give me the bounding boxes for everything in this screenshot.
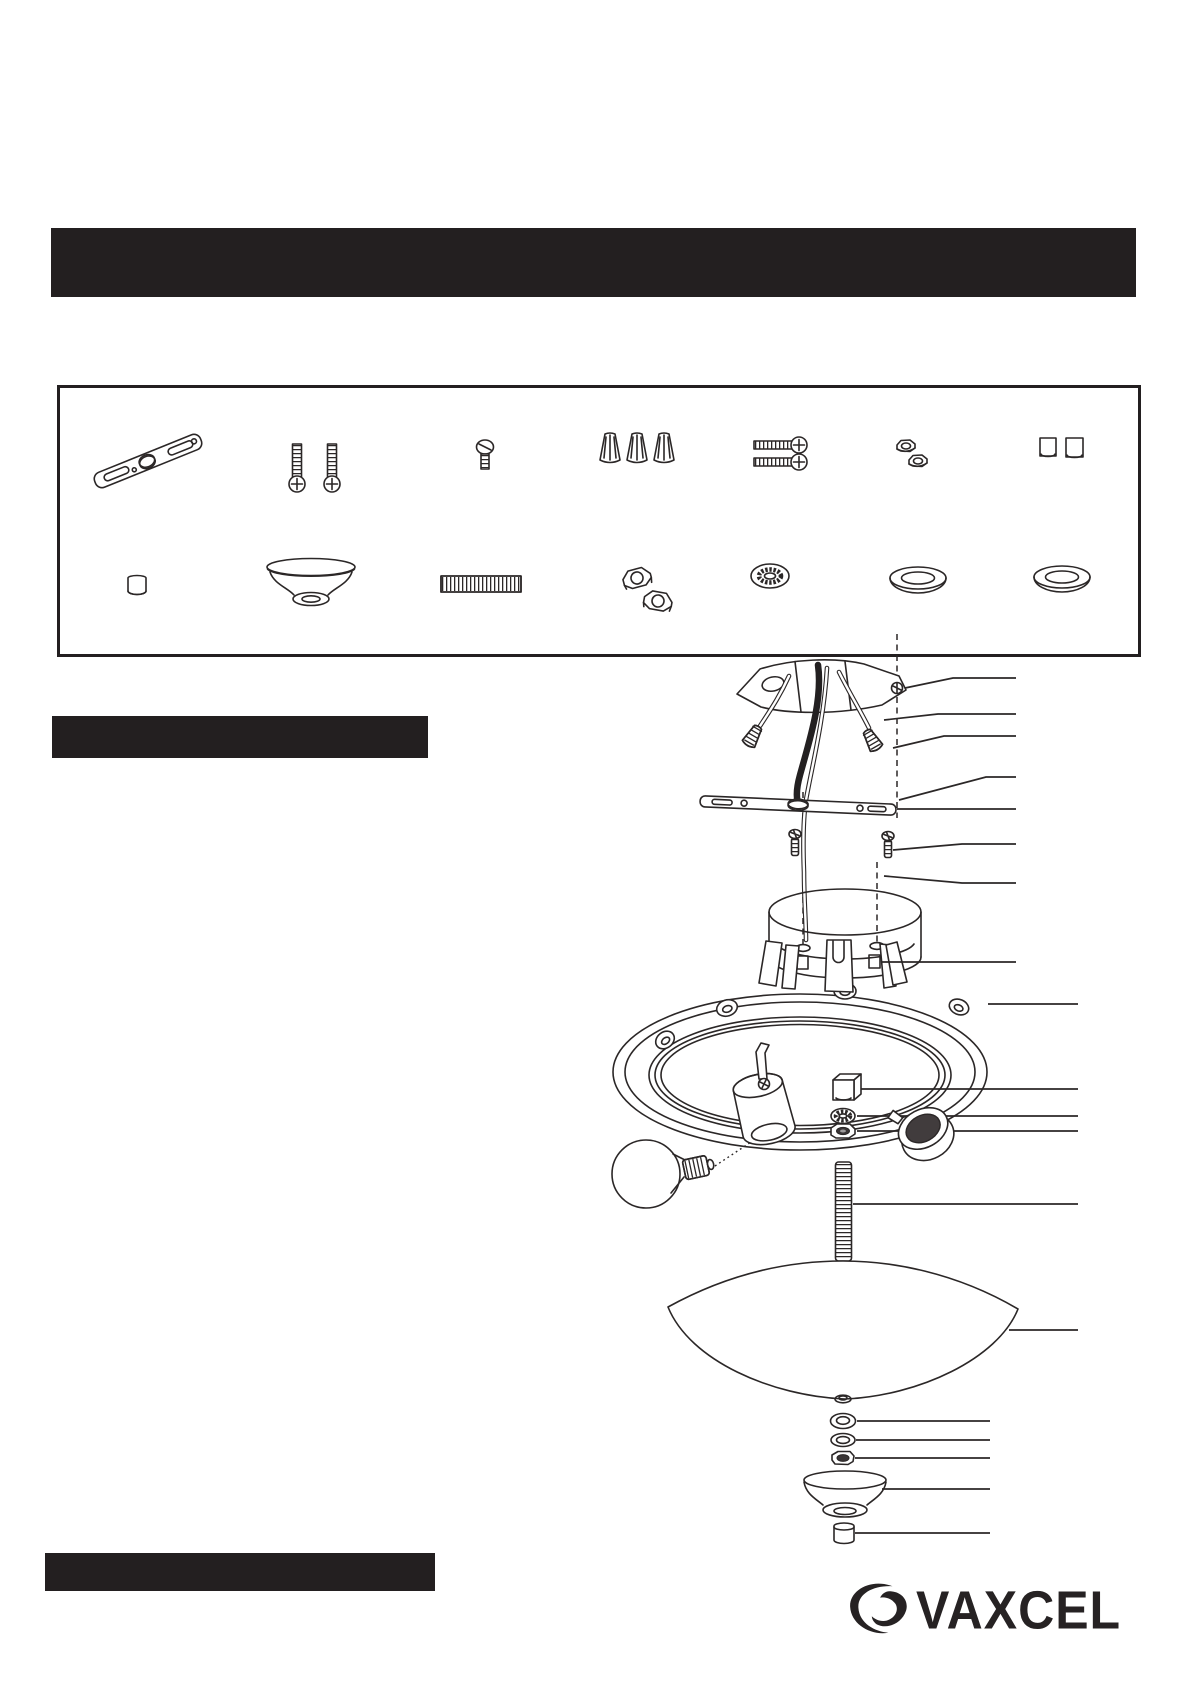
hex-nuts-icon — [621, 566, 673, 613]
wire-nuts-icon — [600, 433, 674, 463]
wire-end-right-icon — [860, 727, 883, 753]
machine-screws-icon — [754, 437, 807, 470]
bobeche-icon — [804, 1471, 886, 1517]
canopy-tabs — [759, 940, 907, 992]
hex-nut-middle-icon — [831, 1124, 855, 1138]
flat-washer-2-icon — [1034, 566, 1090, 592]
brand-logo — [846, 1574, 1146, 1646]
strap-screw-left-icon — [789, 830, 801, 856]
ring-grommet-icon — [715, 997, 740, 1019]
spacer-cylinder-icon — [128, 576, 146, 595]
ground-screw-icon — [892, 683, 903, 694]
kep-nuts-icon — [897, 440, 927, 467]
washer-small-2-icon — [831, 1434, 855, 1447]
star-lock-washer-icon — [831, 1109, 855, 1124]
title-banner — [51, 228, 1136, 297]
vaxcel-swirl-icon — [846, 1581, 908, 1639]
finial-icon — [834, 1523, 854, 1544]
square-sleeve-icon — [833, 1074, 861, 1100]
socket-clip-icon — [756, 1043, 770, 1090]
section-bar-1 — [52, 716, 428, 758]
square-sleeves-icon — [1040, 438, 1083, 458]
hex-nut-bottom-icon — [832, 1452, 854, 1465]
strap-screw-right-icon — [882, 832, 894, 858]
brand-name: VAXCEL — [916, 1579, 1122, 1641]
small-screw-icon — [477, 440, 494, 469]
long-mounting-screws-icon — [289, 444, 340, 492]
canopy-bell-icon — [267, 559, 355, 606]
ring-grommet-icon — [947, 996, 971, 1017]
threaded-pipe-icon — [441, 576, 521, 592]
washer-small-1-icon — [831, 1414, 856, 1429]
light-bulb-icon — [612, 1140, 751, 1208]
section-bar-2 — [45, 1553, 435, 1591]
threaded-rod-icon — [836, 1162, 852, 1261]
flat-washer-icon — [890, 567, 946, 593]
mounting-strap-icon — [92, 432, 204, 490]
assembly-diagram — [540, 612, 1100, 1562]
star-lock-washer-icon — [751, 564, 789, 588]
socket-collar-icon — [885, 1089, 962, 1169]
glass-bowl — [668, 1261, 1018, 1403]
